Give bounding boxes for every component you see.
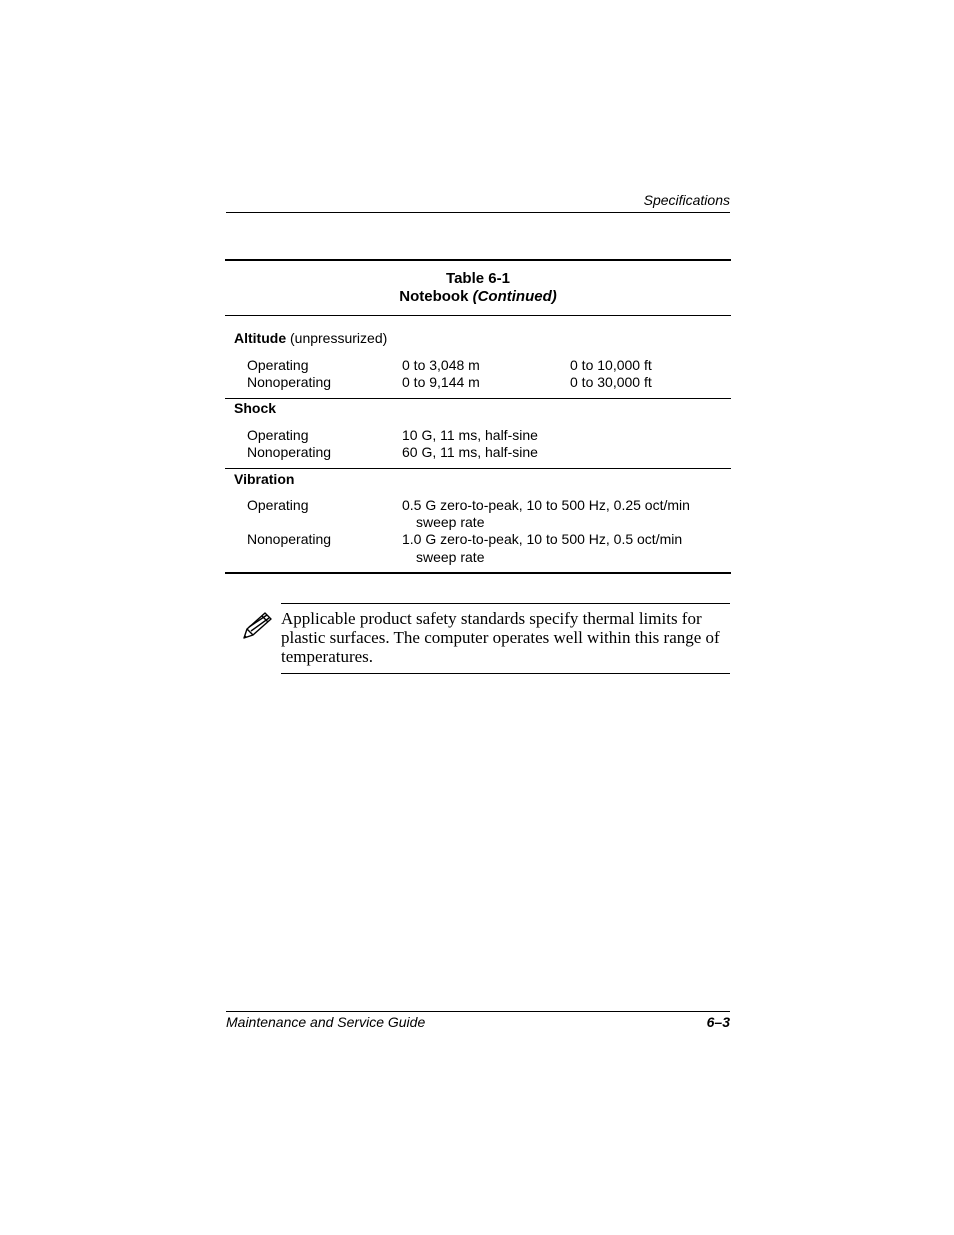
row-value: 1.0 G zero-to-peak, 10 to 500 Hz, 0.5 oct/min xyxy=(402,531,683,547)
running-header: Specifications xyxy=(643,192,730,208)
row-value-imperial: 0 to 10,000 ft xyxy=(570,357,652,373)
row-value: 60 G, 11 ms, half-sine xyxy=(402,444,538,460)
section-name: Vibration xyxy=(234,471,295,487)
table-number: Table 6-1 xyxy=(446,270,510,287)
row-value-imperial: 0 to 30,000 ft xyxy=(570,374,652,390)
row-value: 0.5 G zero-to-peak, 10 to 500 Hz, 0.25 oct/min xyxy=(402,497,690,513)
section-name: Shock xyxy=(234,400,277,416)
row-label: Operating xyxy=(247,497,309,513)
table-title-line xyxy=(225,288,731,306)
row-label: Operating xyxy=(247,357,309,373)
section-title-shock xyxy=(234,400,276,416)
section-name: Altitude xyxy=(234,330,287,346)
footer-guide-title: Maintenance and Service Guide xyxy=(226,1014,426,1030)
header-rule xyxy=(226,212,730,213)
table-title: Notebook xyxy=(399,288,469,305)
table-title-suffix: (Continued) xyxy=(472,288,557,305)
row-value: 10 G, 11 ms, half-sine xyxy=(402,427,538,443)
table-body xyxy=(225,316,731,573)
row-label: Nonoperating xyxy=(247,444,332,460)
row-value-metric: 0 to 3,048 m xyxy=(402,357,480,373)
page-number: 6–3 xyxy=(706,1014,730,1030)
footer-rule xyxy=(226,1011,730,1012)
section-divider xyxy=(225,398,731,399)
note-rule-bottom xyxy=(281,673,730,674)
row-label: Nonoperating xyxy=(247,531,332,547)
table-caption xyxy=(225,261,731,316)
section-divider xyxy=(225,468,731,469)
note-rule-top xyxy=(281,603,730,604)
row-label: Operating xyxy=(247,427,309,443)
row-value-continuation: sweep rate xyxy=(416,549,485,565)
row-value-continuation: sweep rate xyxy=(416,514,485,530)
section-title-altitude xyxy=(234,330,387,346)
section-qualifier: (unpressurized) xyxy=(290,330,388,346)
row-label: Nonoperating xyxy=(247,374,332,390)
row-value-metric: 0 to 9,144 m xyxy=(402,374,480,390)
section-title-vibration xyxy=(234,471,294,487)
note-text: Applicable product safety standards specify thermal limits for plastic surfaces. The computer operates well within this range of temperatures. xyxy=(281,609,720,666)
pencil-note-icon xyxy=(240,610,274,644)
spec-table xyxy=(225,259,731,573)
table-bottom-rule xyxy=(225,572,731,574)
